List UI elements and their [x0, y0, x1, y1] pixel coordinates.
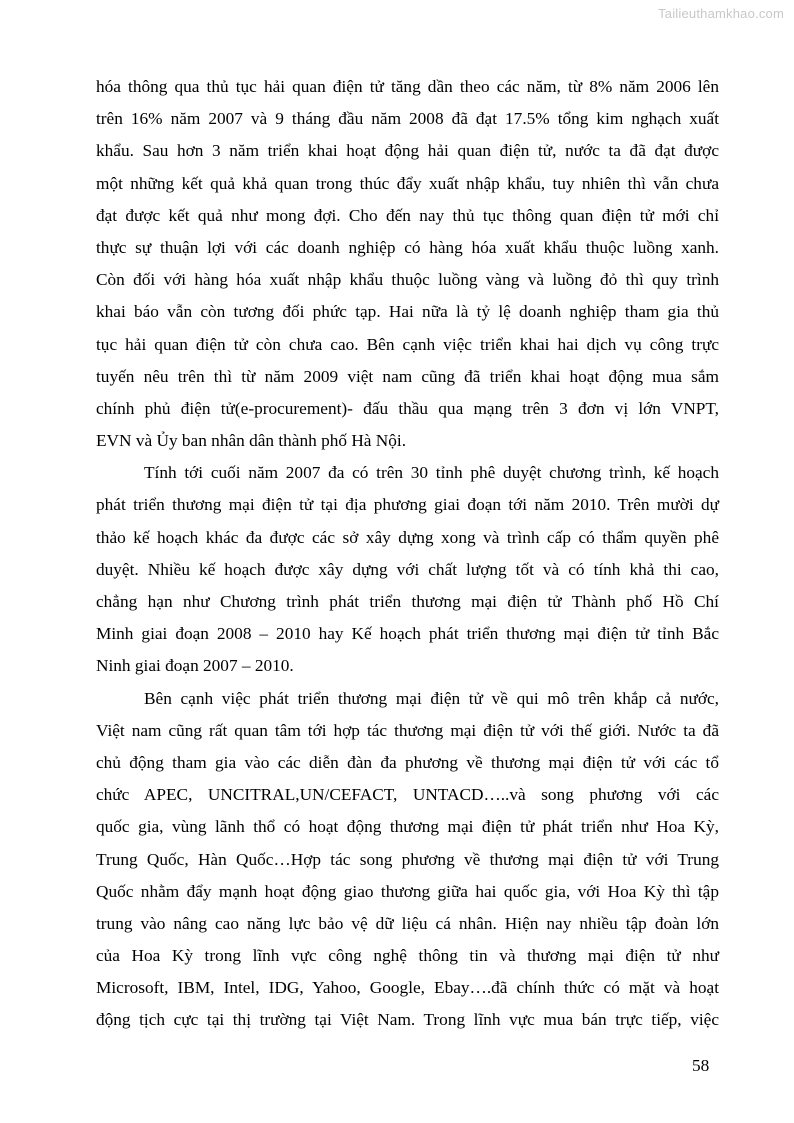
paragraph-international-cooperation: [96, 683, 719, 1037]
page-number: 58: [692, 1056, 710, 1075]
text-line: trung vào nâng cao năng lực bảo vệ dữ liệu cá nhân. Hiện nay nhiều tập đoàn lớn: [96, 913, 719, 933]
text-line: chức APEC, UNCITRAL,UN/CEFACT, UNTACD…..và song phương với các: [96, 785, 719, 805]
text-line: Minh giai đoạn 2008 – 2010 hay Kế hoạch phát triển thương mại điện tử tỉnh Bắc: [96, 624, 719, 644]
text-line: Việt nam cũng rất quan tâm tới hợp tác thương mại điện tử với thế giới. Nước ta đã: [96, 720, 719, 740]
text-line: duyệt. Nhiều kế hoạch được xây dựng với chất lượng tốt và có tính khả thi cao,: [96, 559, 719, 579]
paragraph-e-customs: [96, 71, 719, 457]
text-line: Còn đối với hàng hóa xuất nhập khẩu thuộc luồng vàng và luồng đỏ thì quy trình: [96, 270, 719, 290]
page-body: [96, 71, 719, 1037]
text-line: tục hải quan điện tử còn chưa cao. Bên cạnh việc triển khai hai dịch vụ công trực: [96, 334, 719, 354]
watermark: Tailieuthamkhao.com: [658, 6, 784, 21]
text-line: Tính tới cuối năm 2007 đa có trên 30 tỉnh phê duyệt chương trình, kế hoạch: [144, 463, 719, 483]
text-line: của Hoa Kỳ trong lĩnh vực công nghệ thông tin và thương mại điện tử như: [96, 946, 719, 966]
text-line: động tịch cực tại thị trường tại Việt Nam. Trong lĩnh vực mua bán trực tiếp, việc: [96, 1010, 719, 1030]
text-line: chẳng hạn như Chương trình phát triển thương mại điện tử Thành phố Hồ Chí: [96, 592, 719, 611]
text-line: trên 16% năm 2007 và 9 tháng đầu năm 2008 đã đạt 17.5% tổng kim nghạch xuất: [96, 109, 719, 129]
text-line: chính phủ điện tử(e-procurement)- đấu thầu qua mạng trên 3 đơn vị lớn VNPT,: [96, 398, 719, 418]
text-line: Bên cạnh việc phát triển thương mại điện tử về qui mô trên khắp cả nước,: [144, 688, 719, 708]
text-line: khẩu. Sau hơn 3 năm triển khai hoạt động hải quan điện tử, nước ta đã đạt được: [96, 141, 719, 161]
text-line: chủ động tham gia vào các diễn đàn đa phương về thương mại điện tử với các tổ: [96, 752, 719, 772]
text-line: Ninh giai đoạn 2007 – 2010.: [96, 656, 294, 676]
text-line: Quốc nhằm đẩy mạnh hoạt động giao thương giữa hai quốc gia, với Hoa Kỳ thì tập: [96, 881, 719, 901]
text-line: thực sự thuận lợi với các doanh nghiệp có hàng hóa xuất khẩu thuộc luồng xanh.: [96, 237, 719, 257]
text-line: Microsoft, IBM, Intel, IDG, Yahoo, Google, Ebay….đã chính thức có mặt và hoạt: [96, 978, 719, 998]
text-line: hóa thông qua thủ tục hải quan điện tử tăng dần theo các năm, từ 8% năm 2006 lên: [96, 77, 719, 96]
text-line: Trung Quốc, Hàn Quốc…Hợp tác song phương về thương mại điện tử với Trung: [96, 849, 719, 869]
text-line: khai báo vẫn còn tương đối phức tạp. Hai nữa là tỷ lệ doanh nghiệp tham gia thủ: [96, 302, 719, 322]
text-line: đạt được kết quả như mong đợi. Cho đến nay thủ tục thông quan điện tử mới chỉ: [96, 205, 719, 225]
text-line: một những kết quả khả quan trong thúc đẩy xuất nhập khẩu, tuy nhiên thì vẫn chưa: [96, 173, 719, 193]
paragraph-local-plans: [96, 457, 719, 682]
text-line: quốc gia, vùng lãnh thổ có hoạt động thương mại điện tử phát triển như Hoa Kỳ,: [96, 817, 719, 837]
text-line: EVN và Ủy ban nhân dân thành phố Hà Nội.: [96, 431, 407, 451]
text-line: thảo kế hoạch khác đa được các sở xây dựng xong và trình cấp có thẩm quyền phê: [96, 527, 719, 547]
text-line: tuyến nêu trên thì từ năm 2009 việt nam cũng đã triển khai hoạt động mua sắm: [96, 366, 719, 386]
text-line: phát triển thương mại điện tử tại địa phương giai đoạn tới năm 2010. Trên mười dự: [96, 495, 719, 515]
